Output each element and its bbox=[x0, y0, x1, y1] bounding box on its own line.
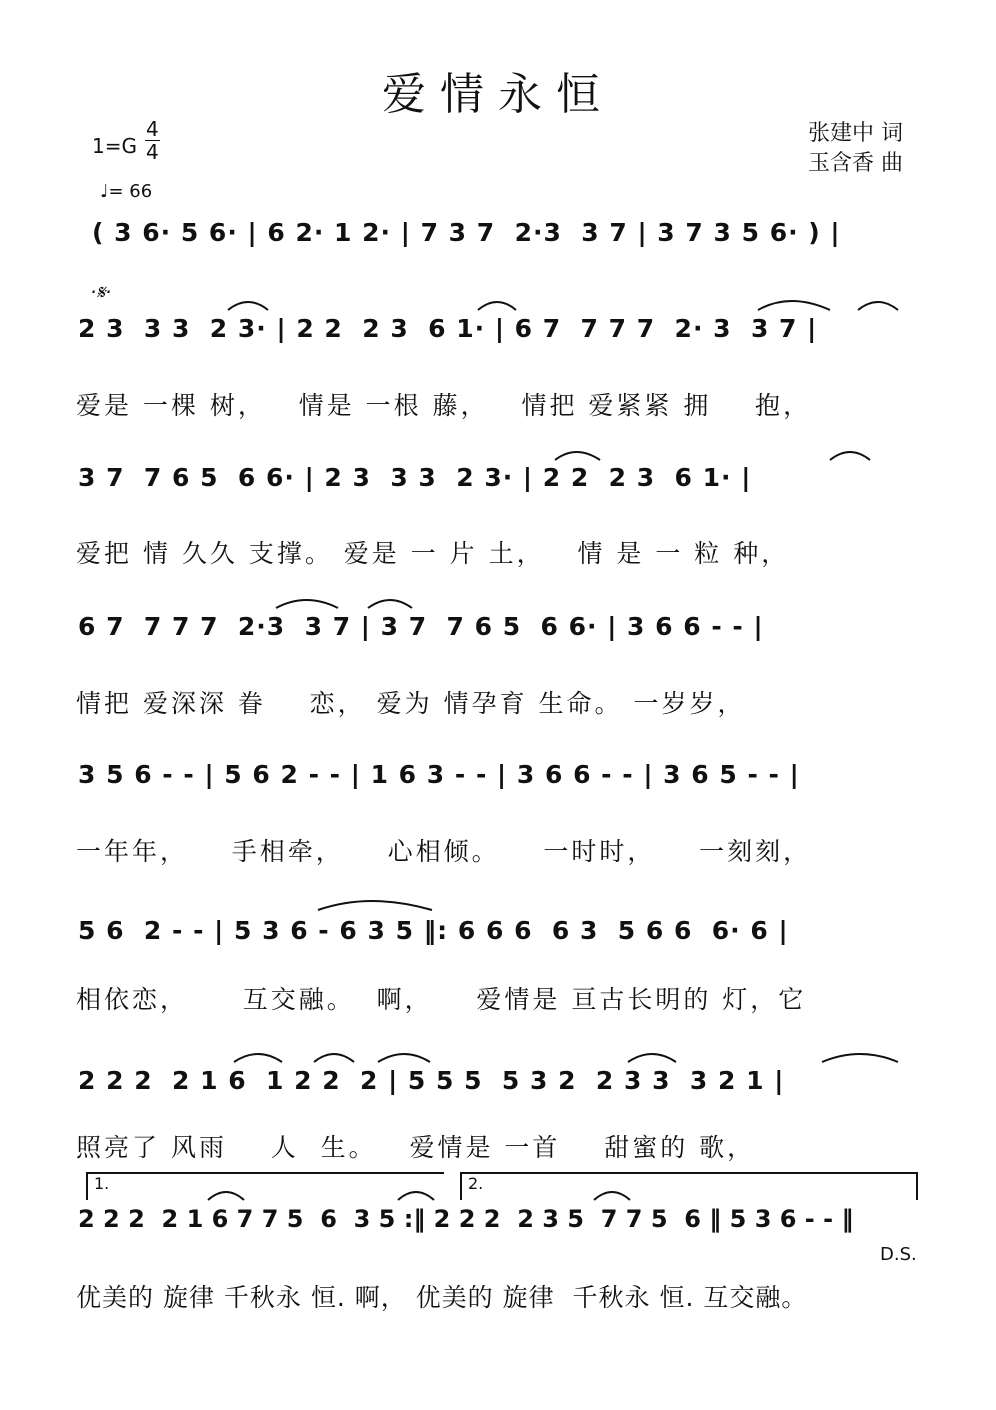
lyric-row-1: 爱是 一棵 树， 情是 一根 藤， 情把 爱紧紧 拥 抱， bbox=[76, 391, 812, 420]
lyric-row-5: 相依恋， 互交融。 啊， 爱情是 亘古长明的 灯，它 bbox=[76, 985, 807, 1014]
slur bbox=[555, 452, 600, 460]
slur bbox=[368, 600, 412, 608]
slur bbox=[822, 1054, 898, 1062]
segno-sign: ·𝄋· bbox=[90, 280, 112, 304]
notation-row-2: 3 7 7 6 5 6 6· | 2 3 3 3 2 3· | 2 2 2 3 6 1· | bbox=[78, 463, 752, 492]
lyric-row-7: 优美的 旋律 千秋永 恒. 啊， 优美的 旋律 千秋永 恒. 互交融。 bbox=[76, 1283, 808, 1312]
slur bbox=[398, 1192, 434, 1200]
key-signature: 1=G bbox=[92, 134, 137, 158]
notation-row-7: 2 2 2 2 1 6 7 7 5 6 3 5 :‖ 2 2 2 2 3 5 7 7 5 6 ‖ 5 3 6 - - ‖ bbox=[78, 1205, 854, 1233]
slur bbox=[758, 301, 830, 310]
time-sig-numerator: 4 bbox=[146, 117, 159, 141]
slur bbox=[478, 302, 516, 310]
slur bbox=[378, 1054, 430, 1062]
second-ending-label: 2. bbox=[468, 1174, 484, 1193]
notation-row-6: 2 2 2 2 1 6 1 2 2 2 | 5 5 5 5 3 2 2 3 3 3 2 1 | bbox=[78, 1066, 785, 1095]
slur bbox=[318, 901, 432, 910]
lyric-row-6: 照亮了 风雨 人 生。 爱情是 一首 甜蜜的 歌， bbox=[76, 1133, 756, 1162]
notation-row-3: 6 7 7 7 7 2·3 3 7 | 3 7 7 6 5 6 6· | 3 6 6 - - | bbox=[78, 612, 764, 641]
lyric-row-2: 爱把 情 久久 支撑。 爱是 一 片 土， 情 是 一 粒 种， bbox=[76, 539, 790, 568]
first-ending-label: 1. bbox=[94, 1174, 110, 1193]
notation-row-1: 2 3 3 3 2 3· | 2 2 2 3 6 1· | 6 7 7 7 7 2· 3 3 7 | bbox=[78, 314, 818, 343]
slur bbox=[314, 1054, 354, 1062]
notation-row-intro: ( 3 6· 5 6· | 6 2· 1 2· | 7 3 7 2·3 3 7 | 3 7 3 5 6· ) | bbox=[92, 218, 841, 247]
tempo-marking: ♩= 66 bbox=[100, 181, 153, 202]
dal-segno-marking: D.S. bbox=[880, 1244, 917, 1265]
slur bbox=[276, 600, 338, 608]
slur bbox=[594, 1192, 630, 1200]
slur bbox=[234, 1054, 282, 1062]
slur bbox=[858, 302, 898, 310]
slur bbox=[228, 302, 268, 310]
song-title: 爱情永恒 bbox=[382, 69, 614, 120]
slur bbox=[628, 1054, 676, 1062]
notation-row-5: 5 6 2 - - | 5 3 6 - 6 3 5 ‖: 6 6 6 6 3 5 6 6 6· 6 | bbox=[78, 916, 789, 945]
slur bbox=[208, 1192, 244, 1200]
notation-row-4: 3 5 6 - - | 5 6 2 - - | 1 6 3 - - | 3 6 6 - - | 3 6 5 - - | bbox=[78, 760, 800, 789]
lyricist-credit: 张建中 词 bbox=[808, 121, 903, 146]
time-sig-denominator: 4 bbox=[146, 140, 159, 164]
composer-credit: 玉含香 曲 bbox=[808, 151, 903, 176]
lyric-row-4: 一年年， 手相牵， 心相倾。 一时时， 一刻刻， bbox=[76, 837, 812, 866]
slur bbox=[830, 452, 870, 460]
lyric-row-3: 情把 爱深深 眷 恋， 爱为 情孕育 生命。 一岁岁， bbox=[76, 689, 746, 718]
